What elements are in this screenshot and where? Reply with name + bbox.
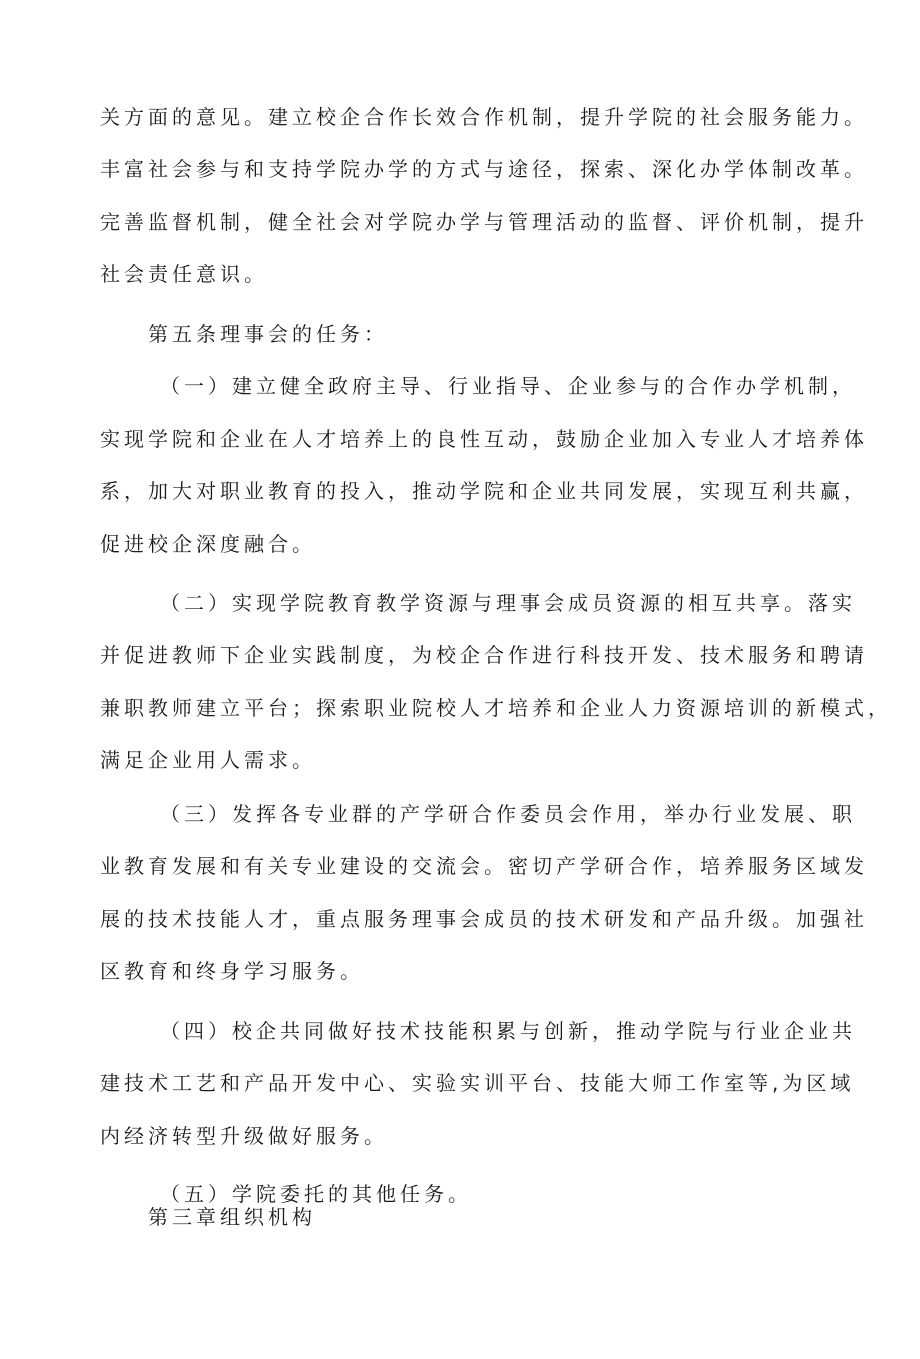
article-5-heading: 第五条理事会的任务： xyxy=(148,322,388,346)
item-2-line-4: 满足企业用人需求。 xyxy=(100,748,316,772)
item-1-line-2: 实现学院和企业在人才培养上的良性互动，鼓励企业加入专业人才培养体 xyxy=(100,427,868,451)
chapter-3-heading: 第三章组织机构 xyxy=(148,1205,316,1229)
item-3-line-1: （三）发挥各专业群的产学研合作委员会作用，举办行业发展、职 xyxy=(160,802,856,826)
intro-line-2: 丰富社会参与和支持学院办学的方式与途径，探索、深化办学体制改革。 xyxy=(100,157,868,181)
item-4-line-1: （四）校企共同做好技术技能积累与创新，推动学院与行业企业共 xyxy=(160,1019,856,1043)
item-3-line-2: 业教育发展和有关专业建设的交流会。密切产学研合作，培养服务区域发 xyxy=(100,854,868,878)
intro-line-3: 完善监督机制，健全社会对学院办学与管理活动的监督、评价机制，提升 xyxy=(100,210,868,234)
item-4-line-2: 建技术工艺和产品开发中心、实验实训平台、技能大师工作室等,为区域 xyxy=(100,1071,855,1095)
item-5-line-1: （五）学院委托的其他任务。 xyxy=(160,1182,472,1206)
item-3-line-4: 区教育和终身学习服务。 xyxy=(100,959,364,983)
item-2-line-3: 兼职教师建立平台；探索职业院校人才培养和企业人力资源培训的新模式， xyxy=(100,696,892,720)
item-1-line-4: 促进校企深度融合。 xyxy=(100,532,316,556)
item-1-line-3: 系，加大对职业教育的投入，推动学院和企业共同发展，实现互利共赢， xyxy=(100,479,868,503)
intro-line-4: 社会责任意识。 xyxy=(100,262,268,286)
item-3-line-3: 展的技术技能人才，重点服务理事会成员的技术研发和产品升级。加强社 xyxy=(100,907,868,931)
item-1-line-1: （一）建立健全政府主导、行业指导、企业参与的合作办学机制， xyxy=(160,374,856,398)
intro-line-1: 关方面的意见。建立校企合作长效合作机制，提升学院的社会服务能力。 xyxy=(100,105,868,129)
item-2-line-1: （二）实现学院教育教学资源与理事会成员资源的相互共享。落实 xyxy=(160,591,856,615)
item-4-line-3: 内经济转型升级做好服务。 xyxy=(100,1124,388,1148)
item-2-line-2: 并促进教师下企业实践制度，为校企合作进行科技开发、技术服务和聘请 xyxy=(100,643,868,667)
